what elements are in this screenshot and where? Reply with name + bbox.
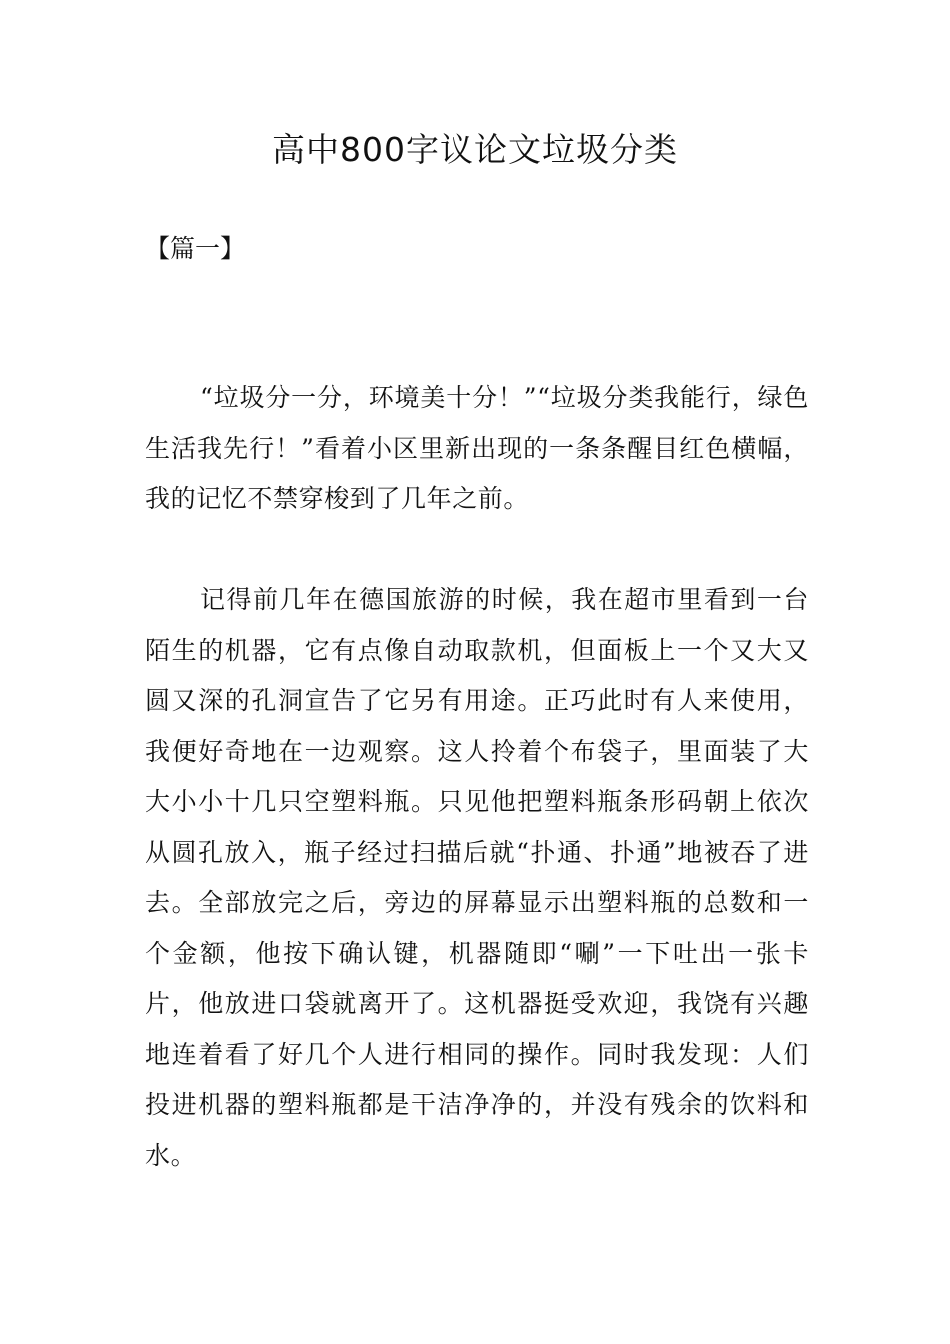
paragraph-2: 记得前几年在德国旅游的时候，我在超市里看到一台陌生的机器，它有点像自动取款机，但面板上一个又大又圆又深的孔洞宣告了它另有用途。正巧此时有人来使用，我便好奇地在一边观察。这人拎着个布袋子，里面装了大大小小十几只空塑料瓶。只见他把塑料瓶条形码朝上依次从圆孔放入，瓶子经过扫描后就“扑通、扑通”地被吞了进去。全部放完之后，旁边的屏幕显示出塑料瓶的总数和一个金额，他按下确认键，机器随即“唰”一下吐出一张卡片，他放进口袋就离开了。这机器挺受欢迎，我饶有兴趣地连着看了好几个人进行相同的操作。同时我发现：人们投进机器的塑料瓶都是干洁净净的，并没有残余的饮料和水。 xyxy=(145,585,809,1170)
document-title: 高中800字议论文垃圾分类 xyxy=(272,130,678,169)
paragraph-1: “垃圾分一分，环境美十分！”“垃圾分类我能行，绿色生活我先行！”看着小区里新出现的一条条醒目红色横幅，我的记忆不禁穿梭到了几年之前。 xyxy=(145,383,809,513)
section-label: 【篇一】 xyxy=(145,234,246,263)
